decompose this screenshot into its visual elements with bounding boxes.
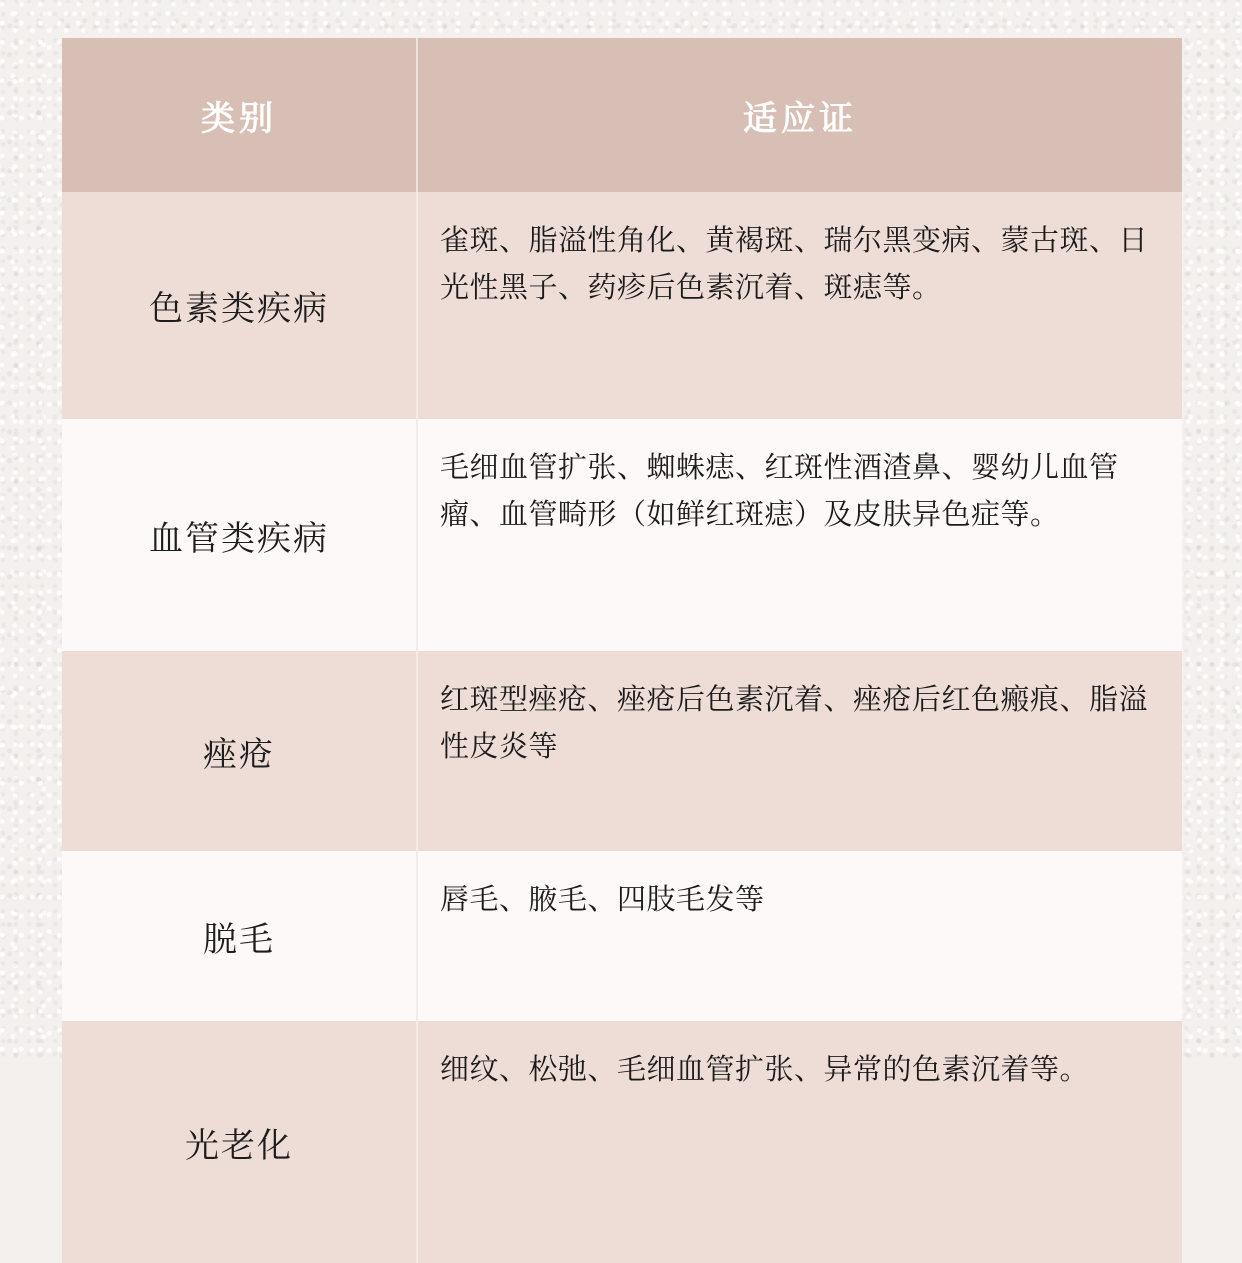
- column-header-category: 类别: [62, 38, 417, 192]
- cell-indication: [417, 1021, 1182, 1263]
- category-label: 光老化: [185, 1126, 293, 1165]
- cell-indication: [417, 419, 1182, 651]
- table-row: [62, 1021, 1182, 1263]
- indication-text: 红斑型痤疮、痤疮后色素沉着、痤疮后红色瘢痕、脂溢性皮炎等: [440, 684, 1149, 763]
- category-label: 血管类疾病: [149, 519, 329, 558]
- table-row: [62, 851, 1182, 1021]
- indication-table-container: [62, 38, 1182, 1263]
- table-header-row: [62, 38, 1182, 192]
- indication-text: 唇毛、腋毛、四肢毛发等: [440, 884, 765, 916]
- category-label: 色素类疾病: [149, 290, 329, 328]
- indication-text: 细纹、松弛、毛细血管扩张、异常的色素沉着等。: [440, 1054, 1090, 1086]
- table-row: [62, 651, 1182, 851]
- indication-table: [62, 38, 1182, 1263]
- cell-category: [62, 419, 417, 651]
- table-header: [62, 38, 1182, 192]
- cell-indication: [417, 192, 1182, 419]
- category-label: 痤疮: [203, 735, 275, 774]
- indication-text: 毛细血管扩张、蜘蛛痣、红斑性酒渣鼻、婴幼儿血管瘤、血管畸形（如鲜红斑痣）及皮肤异色症等。: [440, 452, 1119, 531]
- cell-category: [62, 651, 417, 851]
- cell-category: [62, 192, 417, 419]
- table-row: [62, 192, 1182, 419]
- cell-indication: [417, 651, 1182, 851]
- category-label: 脱毛: [203, 920, 275, 959]
- cell-indication: [417, 851, 1182, 1021]
- table-row: [62, 419, 1182, 651]
- cell-category: [62, 851, 417, 1021]
- table-body: [62, 192, 1182, 1263]
- cell-category: [62, 1021, 417, 1263]
- column-header-indication: 适应证: [417, 38, 1182, 192]
- indication-text: 雀斑、脂溢性角化、黄褐斑、瑞尔黑变病、蒙古斑、日光性黑子、药疹后色素沉着、斑痣等。: [440, 225, 1149, 304]
